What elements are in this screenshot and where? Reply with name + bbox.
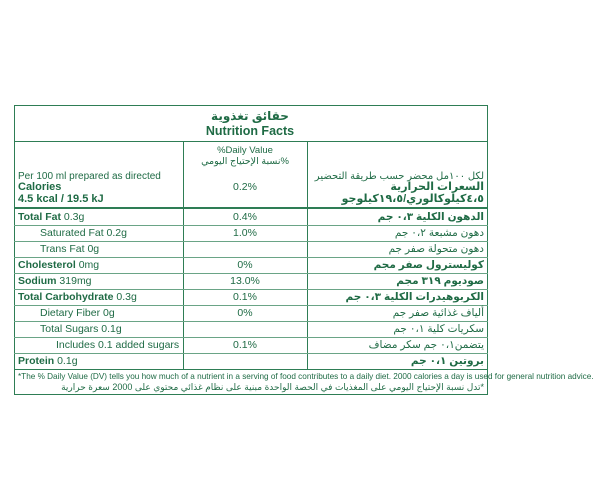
title-english: Nutrition Facts	[205, 124, 295, 138]
nutrient-name: Saturated Fat	[40, 227, 104, 239]
nutrient-label-ar: بروتين ٠،١ جم	[410, 355, 484, 367]
nutrient-label	[18, 355, 78, 368]
footnote-ar: *تدل نسبة الإحتياج اليومي على المغذيات في الحصة الواحدة مبنية على نظام غذائي محتوي على 2000 سعرة حرارية	[61, 382, 484, 392]
nutrient-label	[18, 211, 84, 224]
nutrient-name: Trans Fat	[40, 243, 85, 255]
nutrient-name: Sodium	[18, 275, 57, 287]
nutrient-name: Total Fat	[18, 211, 61, 223]
header-divider	[14, 141, 488, 142]
title-arabic: حقائق تغذوية	[211, 109, 289, 123]
dv-header-en: %Daily Value	[217, 145, 273, 156]
nutrient-dv: 0.1%	[233, 291, 257, 303]
nutrient-amount: 319mg	[59, 275, 92, 287]
nutrient-dv: 0%	[237, 307, 253, 319]
nutrient-name: Includes 0.1 added sugars	[56, 339, 180, 351]
row-divider	[14, 305, 488, 306]
nutrient-name: Cholesterol	[18, 259, 76, 271]
row-divider	[14, 273, 488, 274]
nutrient-amount: 0mg	[78, 259, 100, 271]
footnote-en: *The % Daily Value (DV) tells you how much of a nutrient in a serving of food contributes to a daily diet. 2000 calories a day is used for general nutrition advice.	[18, 372, 594, 381]
dv-column-left-border	[183, 141, 184, 369]
calories-label: Calories	[18, 181, 62, 193]
nutrient-label-ar: سكريات كلية ٠،١ جم	[393, 323, 484, 335]
calories-dv: 0.2%	[233, 181, 257, 193]
row-divider	[14, 225, 488, 226]
nutrient-label	[18, 259, 99, 272]
nutrient-dv: 0.4%	[233, 211, 257, 223]
row-divider	[14, 241, 488, 242]
nutrient-label	[56, 339, 179, 352]
row-divider	[14, 289, 488, 290]
nutrient-label-ar: دهون متحولة صفر جم	[388, 243, 484, 255]
calories-value-ar: ٤،٥كيلوكالوري/١٩،٥كيلوجو	[341, 193, 484, 205]
nutrient-label-ar: دهون مشبعة ٠،٢ جم	[394, 227, 484, 239]
row-divider	[14, 321, 488, 322]
nutrient-label-ar: كوليسترول صفر مجم	[373, 259, 484, 271]
row-divider	[14, 353, 488, 354]
nutrient-amount: 0g	[103, 307, 115, 319]
nutrient-amount: 0.1g	[101, 323, 122, 335]
nutrient-label	[18, 275, 92, 288]
nutrient-dv: 0%	[237, 259, 253, 271]
nutrient-amount: 0.3g	[63, 211, 85, 223]
serving-ar: لكل ١٠٠مل محضر حسب طريقة التحضير	[314, 171, 484, 182]
nutrient-amount: 0.2g	[106, 227, 127, 239]
row-divider	[14, 337, 488, 338]
nutrient-label-ar: ألياف غذائية صفر جم	[392, 307, 484, 319]
nutrient-dv: 1.0%	[233, 227, 257, 239]
nutrient-dv: 13.0%	[230, 275, 260, 287]
nutrient-label	[18, 291, 137, 304]
dv-header-ar: %نسبة الإحتياج اليومي	[201, 156, 289, 167]
nutrient-label-ar: الكربوهيدرات الكلية ٠،٣ جم	[345, 291, 484, 303]
row-divider	[14, 257, 488, 258]
nutrient-amount: 0.1g	[57, 355, 78, 367]
table-bottom-divider	[14, 369, 488, 370]
nutrient-amount: 0.3g	[116, 291, 137, 303]
nutrient-name: Total Sugars	[40, 323, 99, 335]
nutrient-name: Total Carbohydrate	[18, 291, 114, 303]
calories-divider	[14, 207, 488, 209]
nutrient-dv: 0.1%	[233, 339, 257, 351]
nutrient-label	[40, 323, 122, 336]
nutrient-label	[40, 227, 127, 240]
nutrient-amount: 0g	[87, 243, 100, 255]
nutrient-name: Dietary Fiber	[40, 307, 101, 319]
nutrient-label-ar: يتضمن٠،١ جم سكر مضاف	[368, 339, 484, 351]
calories-label-ar: السعرات الحرارية	[390, 181, 484, 193]
serving-en: Per 100 ml prepared as directed	[18, 171, 161, 182]
calories-value: 4.5 kcal / 19.5 kJ	[18, 193, 104, 205]
nutrient-label	[40, 307, 115, 320]
nutrient-label-ar: صوديوم ٣١٩ مجم	[396, 275, 484, 287]
nutrient-name: Protein	[18, 355, 55, 367]
dv-column-right-border	[307, 141, 308, 369]
nutrient-label-ar: الدهون الكلية ٠،٣ جم	[377, 211, 484, 223]
nutrient-label	[40, 243, 99, 256]
